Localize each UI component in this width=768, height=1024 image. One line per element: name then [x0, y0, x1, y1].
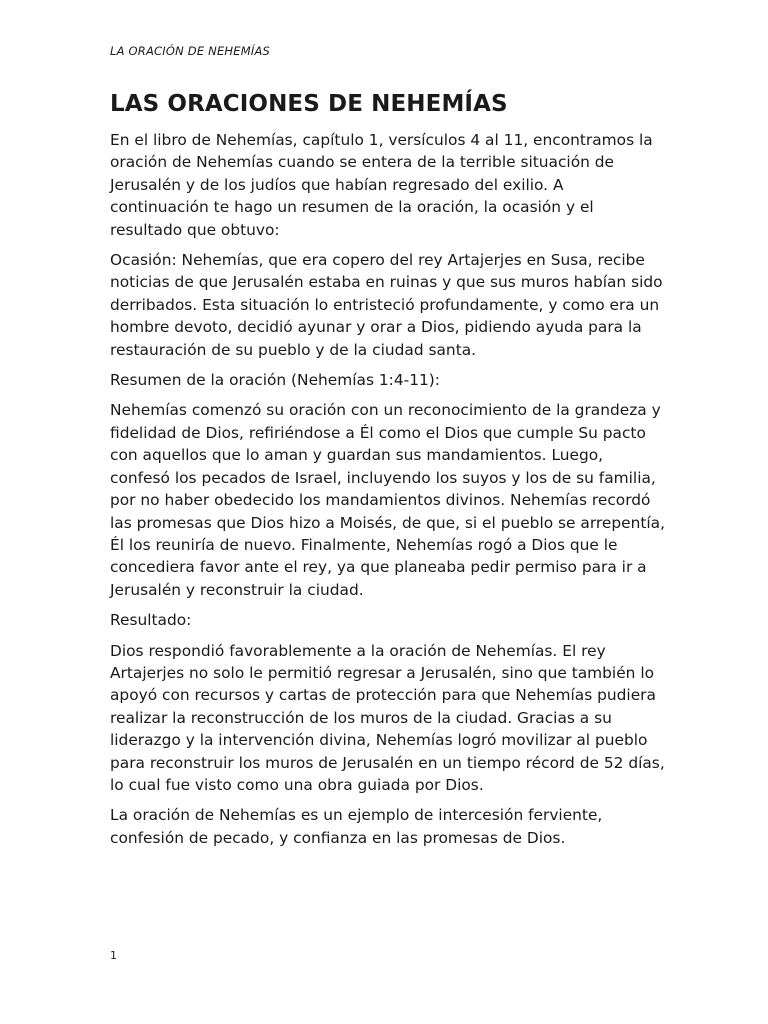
paragraph-result-heading: Resultado:: [110, 611, 192, 630]
document-body: [110, 88, 666, 857]
document-title: LAS ORACIONES DE NEHEMÍAS: [110, 91, 508, 117]
paragraph-conclusion: La oración de Nehemías es un ejemplo de intercesión ferviente, confesión de pecado, y confianza en las promesas de Dios.: [110, 806, 603, 847]
paragraph-intro: En el libro de Nehemías, capítulo 1, versículos 4 al 11, encontramos la oración de Nehemías cuando se entera de la terrible situación de Jerusalén y de los judíos que habían regresado del exilio. A continuación te hago un resumen de la oración, la ocasión y el resultado que obtuvo:: [110, 131, 653, 239]
paragraph-summary-heading: Resumen de la oración (Nehemías 1:4-11):: [110, 371, 440, 390]
page-number: 1: [110, 949, 117, 962]
running-header: LA ORACIÓN DE NEHEMÍAS: [110, 44, 271, 58]
paragraph-summary: Nehemías comenzó su oración con un reconocimiento de la grandeza y fidelidad de Dios, refiriéndose a Él como el Dios que cumple Su pacto con aquellos que lo aman y guardan sus mandamientos. Luego, confesó los pecados de Israel, incluyendo los suyos y los de su familia, por no haber obedecido los mandamientos divinos. Nehemías recordó las promesas que Dios hizo a Moisés, de que, si el pueblo se arrepentía, Él los reuniría de nuevo. Finalmente, Nehemías rogó a Dios que le concediera favor ante el rey, ya que planeaba pedir permiso para ir a Jerusalén y reconstruir la ciudad.: [110, 401, 665, 599]
paragraph-result: Dios respondió favorablemente a la oración de Nehemías. El rey Artajerjes no solo le permitió regresar a Jerusalén, sino que también lo apoyó con recursos y cartas de protección para que Nehemías pudiera realizar la reconstrucción de los muros de la ciudad. Gracias a su liderazgo y la intervención divina, Nehemías logró movilizar al pueblo para reconstruir los muros de Jerusalén en un tiempo récord de 52 días, lo cual fue visto como una obra guiada por Dios.: [110, 641, 665, 794]
paragraph-occasion: Ocasión: Nehemías, que era copero del rey Artajerjes en Susa, recibe noticias de que Jerusalén estaba en ruinas y que sus muros habían sido derribados. Esta situación lo entristeció profundamente, y como era un hombre devoto, decidió ayunar y orar a Dios, pidiendo ayuda para la restauración de su pueblo y de la ciudad santa.: [110, 251, 663, 359]
